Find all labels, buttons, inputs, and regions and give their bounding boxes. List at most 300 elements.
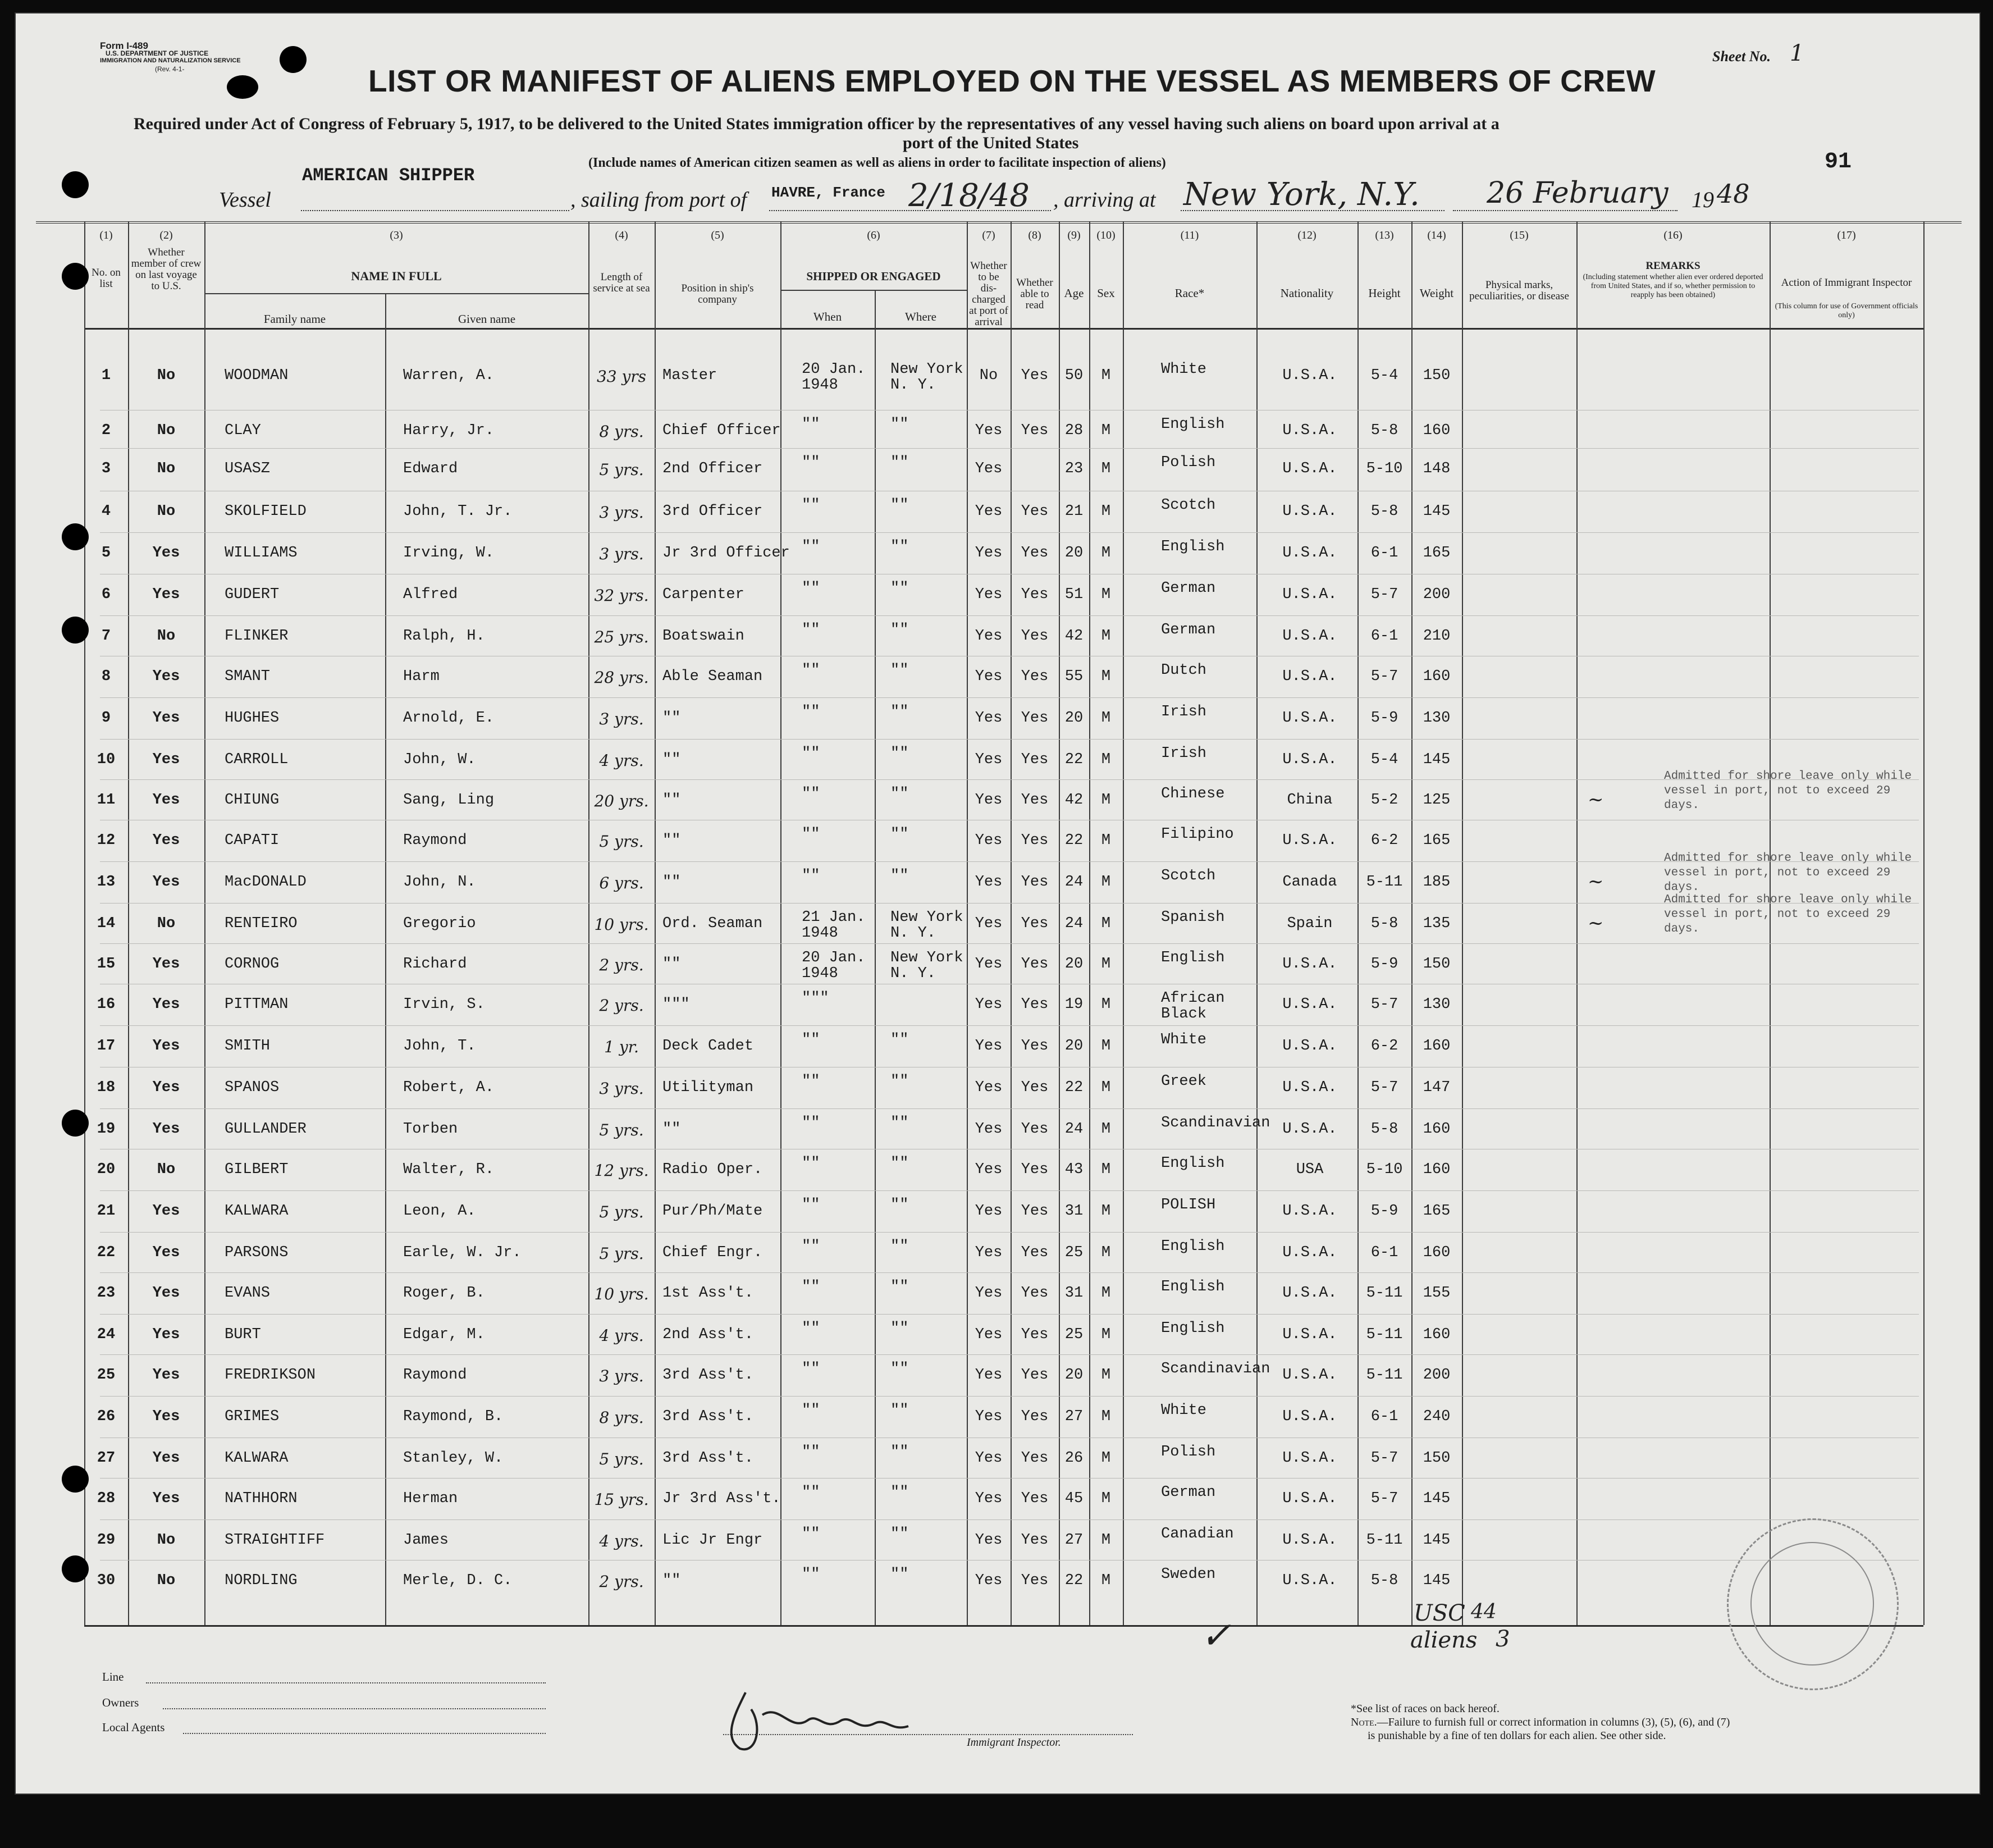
cell-member: Yes: [152, 874, 180, 891]
cell-where: "": [890, 868, 909, 884]
cell-given: Alfred: [403, 586, 458, 603]
cell-service: 10 yrs.: [594, 1285, 649, 1303]
cell-race: White: [1161, 361, 1207, 378]
cell-position: 1st Ass't.: [662, 1285, 754, 1302]
cell-service: 1 yr.: [604, 1038, 639, 1056]
cell-no: 29: [97, 1532, 116, 1549]
cell-weight: 150: [1423, 367, 1451, 384]
cell-height: 5-7: [1370, 1490, 1398, 1507]
cell-family: FREDRIKSON: [225, 1367, 316, 1384]
cell-service: 6 yrs.: [599, 874, 644, 892]
cell-given: James: [403, 1532, 449, 1549]
row-divider: [100, 697, 1919, 698]
punch-hole: [62, 263, 89, 290]
cell-height: 5-2: [1370, 792, 1398, 809]
cell-nationality: U.S.A.: [1282, 1532, 1337, 1549]
cell-member: Yes: [152, 1203, 180, 1220]
cell-weight: 165: [1423, 832, 1451, 849]
footer-owners-label: Owners: [102, 1696, 139, 1709]
cell-discharged: Yes: [975, 1450, 1003, 1467]
cell-race: English: [1161, 950, 1225, 966]
row-divider: [100, 1108, 1919, 1109]
cell-when: "": [802, 1032, 820, 1048]
cell-position: "": [662, 832, 681, 849]
cell-no: 19: [97, 1121, 116, 1138]
cell-nationality: U.S.A.: [1282, 1367, 1337, 1384]
cell-race: Polish: [1161, 454, 1216, 471]
cell-race: German: [1161, 622, 1216, 638]
cell-sex: M: [1101, 710, 1111, 727]
cell-service: 25 yrs.: [594, 628, 649, 646]
col-border: [1923, 221, 1925, 1625]
cell-family: KALWARA: [225, 1450, 289, 1467]
col-num: (1): [99, 229, 113, 241]
cell-weight: 145: [1423, 751, 1451, 768]
cell-service: 3 yrs.: [599, 503, 644, 522]
cell-given: Walter, R.: [403, 1161, 495, 1178]
year-prefix: 19: [1692, 187, 1714, 212]
aliens-count: 3: [1496, 1626, 1510, 1652]
header-when: When: [813, 310, 842, 323]
cell-read: Yes: [1021, 422, 1049, 439]
cell-age: 19: [1064, 996, 1084, 1013]
cell-when: "": [802, 826, 820, 843]
cell-discharged: Yes: [975, 956, 1003, 973]
cell-when: "": [802, 1361, 820, 1377]
port-name: HAVRE, France: [771, 184, 885, 201]
cell-age: 42: [1064, 792, 1084, 809]
cell-family: SMITH: [225, 1038, 271, 1055]
cell-when: "": [802, 416, 820, 433]
col-num: (13): [1375, 229, 1394, 241]
cell-no: 2: [101, 422, 111, 439]
cell-read: Yes: [1021, 668, 1049, 685]
cell-sex: M: [1101, 1326, 1111, 1343]
cell-sex: M: [1101, 915, 1111, 932]
cell-where: "": [890, 1032, 909, 1048]
row-divider: [100, 1396, 1919, 1397]
cell-race: Scandinavian: [1161, 1115, 1270, 1131]
cell-position: "": [662, 874, 681, 891]
cell-service: 5 yrs.: [599, 460, 644, 479]
cell-no: 11: [97, 792, 116, 809]
cell-nationality: U.S.A.: [1282, 1079, 1337, 1096]
arriving-label: , arriving at: [1053, 188, 1156, 212]
col-border: [655, 221, 656, 1625]
cell-discharged: Yes: [975, 915, 1003, 932]
cell-weight: 160: [1423, 1326, 1451, 1343]
cell-no: 17: [97, 1038, 116, 1055]
header-weight: Weight: [1419, 286, 1454, 300]
cell-service: 12 yrs.: [594, 1161, 649, 1180]
cell-no: 13: [97, 874, 116, 891]
cell-race: Irish: [1161, 745, 1207, 762]
cell-nationality: U.S.A.: [1282, 1572, 1337, 1589]
cell-race: Irish: [1161, 704, 1207, 720]
cell-nationality: U.S.A.: [1282, 668, 1337, 685]
cell-no: 15: [97, 956, 116, 973]
header-age: Age: [1064, 286, 1084, 300]
cell-weight: 165: [1423, 1203, 1451, 1220]
cell-member: Yes: [152, 668, 180, 685]
cell-when: "": [802, 1279, 820, 1295]
cell-remarks: Admitted for shore leave only while vessel in port, not to exceed 29 days.: [1664, 893, 1912, 936]
punch-hole: [62, 1110, 89, 1137]
cell-family: EVANS: [225, 1285, 271, 1302]
cell-sex: M: [1101, 792, 1111, 809]
row-divider: [100, 739, 1919, 740]
cell-remarks: Admitted for shore leave only while vessel in port, not to exceed 29 days.: [1664, 852, 1912, 894]
cell-weight: 200: [1423, 586, 1451, 603]
cell-height: 5-10: [1366, 460, 1403, 477]
cell-age: 28: [1064, 422, 1084, 439]
cell-weight: 150: [1423, 1450, 1451, 1467]
cell-read: Yes: [1021, 874, 1049, 891]
cell-family: BURT: [225, 1326, 261, 1343]
cell-read: Yes: [1021, 996, 1049, 1013]
cell-discharged: Yes: [975, 545, 1003, 562]
cell-height: 5-8: [1370, 503, 1398, 520]
cell-nationality: U.S.A.: [1282, 586, 1337, 603]
cell-where: "": [890, 1566, 909, 1583]
row-divider: [100, 943, 1919, 944]
cell-given: Earle, W. Jr.: [403, 1244, 522, 1261]
cell-given: Arnold, E.: [403, 710, 495, 727]
agency-line1: U.S. DEPARTMENT OF JUSTICE: [106, 49, 209, 57]
cell-service: 5 yrs.: [599, 832, 644, 851]
cell-discharged: Yes: [975, 668, 1003, 685]
col-num: (17): [1837, 229, 1856, 241]
cell-race: German: [1161, 1484, 1216, 1501]
row-divider: [100, 615, 1919, 616]
cell-no: 5: [101, 545, 111, 562]
cell-height: 5-7: [1370, 1079, 1398, 1096]
header-shipped-engaged: SHIPPED OR ENGAGED: [806, 270, 941, 283]
row-divider: [100, 779, 1919, 780]
port-field-line: [769, 210, 1051, 211]
cell-where: "": [890, 1444, 909, 1461]
cell-age: 31: [1064, 1203, 1084, 1220]
cell-race: Spanish: [1161, 909, 1225, 926]
cell-when: "": [802, 1073, 820, 1090]
cell-weight: 210: [1423, 628, 1451, 645]
cell-nationality: U.S.A.: [1282, 1285, 1337, 1302]
cell-member: Yes: [152, 1367, 180, 1384]
cell-position: Utilityman: [662, 1079, 754, 1096]
cell-age: 24: [1064, 874, 1084, 891]
cell-race: Canadian: [1161, 1526, 1234, 1543]
col-num: (6): [867, 229, 880, 241]
cell-given: Roger, B.: [403, 1285, 485, 1302]
cell-position: Jr 3rd Ass't.: [662, 1490, 781, 1507]
cell-service: 5 yrs.: [599, 1450, 644, 1468]
cell-when: "": [802, 662, 820, 679]
cell-position: """: [662, 996, 690, 1013]
usc-count: 44: [1471, 1600, 1497, 1623]
cell-discharged: Yes: [975, 460, 1003, 477]
punch-hole: [62, 1555, 89, 1582]
cell-where: "": [890, 1402, 909, 1419]
cell-given: Irving, W.: [403, 545, 495, 562]
footer-agents-label: Local Agents: [102, 1721, 165, 1734]
cell-family: CARROLL: [225, 751, 289, 768]
cell-discharged: Yes: [975, 1490, 1003, 1507]
cell-age: 23: [1064, 460, 1084, 477]
row-divider: [100, 1232, 1919, 1233]
row-divider: [100, 861, 1919, 862]
cell-weight: 130: [1423, 710, 1451, 727]
cell-sex: M: [1101, 1079, 1111, 1096]
cell-age: 50: [1064, 367, 1084, 384]
cell-height: 5-9: [1370, 1203, 1398, 1220]
cell-sex: M: [1101, 1532, 1111, 1549]
cell-sex: M: [1101, 1038, 1111, 1055]
cell-no: 22: [97, 1244, 116, 1261]
cell-service: 8 yrs.: [599, 422, 644, 441]
row-divider: [100, 1190, 1919, 1191]
cell-member: No: [157, 1161, 176, 1178]
cell-nationality: U.S.A.: [1282, 422, 1337, 439]
cell-read: Yes: [1021, 1038, 1049, 1055]
cell-weight: 130: [1423, 996, 1451, 1013]
cell-sex: M: [1101, 874, 1111, 891]
header-action-note: (This column for use of Government officials only): [1775, 302, 1918, 320]
cell-family: PITTMAN: [225, 996, 289, 1013]
cell-member: Yes: [152, 1121, 180, 1138]
usc-label: USC: [1414, 1600, 1465, 1626]
cell-member: No: [157, 367, 176, 384]
cell-age: 27: [1064, 1408, 1084, 1425]
cell-read: Yes: [1021, 1450, 1049, 1467]
cell-discharged: Yes: [975, 1532, 1003, 1549]
cell-when: "": [802, 1115, 820, 1131]
cell-no: 16: [97, 996, 116, 1013]
cell-read: Yes: [1021, 832, 1049, 849]
row-divider: [100, 1478, 1919, 1479]
punch-hole: [62, 171, 89, 198]
col-border: [204, 221, 205, 1625]
cell-age: 43: [1064, 1161, 1084, 1178]
cell-discharged: Yes: [975, 1161, 1003, 1178]
cell-service: 32 yrs.: [594, 586, 649, 605]
cell-family: SPANOS: [225, 1079, 280, 1096]
cell-weight: 160: [1423, 1038, 1451, 1055]
header-length-service: Length of service at sea: [593, 271, 650, 294]
cell-position: 3rd Officer: [662, 503, 763, 520]
cell-sex: M: [1101, 367, 1111, 384]
cell-position: Jr 3rd Officer: [662, 545, 790, 562]
cell-family: CAPATI: [225, 832, 280, 849]
cell-when: "": [802, 539, 820, 555]
note-line1: [1351, 1716, 1730, 1729]
cell-family: PARSONS: [225, 1244, 289, 1261]
cell-no: 20: [97, 1161, 116, 1178]
cell-service: 3 yrs.: [599, 710, 644, 728]
cell-race: English: [1161, 1155, 1225, 1172]
header-physical-marks: Physical marks, peculiarities, or disease: [1469, 279, 1569, 302]
cell-member: Yes: [152, 792, 180, 809]
ink-blot: [227, 75, 258, 99]
cell-when: """: [802, 990, 829, 1007]
table-top-rule: [36, 221, 1962, 223]
cell-member: No: [157, 1532, 176, 1549]
inspector-field: [723, 1734, 1133, 1735]
cell-weight: 145: [1423, 1490, 1451, 1507]
cell-read: Yes: [1021, 1079, 1049, 1096]
cell-nationality: Canada: [1282, 874, 1337, 891]
cell-read: Yes: [1021, 1244, 1049, 1261]
cell-where: "": [890, 1484, 909, 1501]
cell-discharged: Yes: [975, 1367, 1003, 1384]
cell-height: 6-2: [1370, 832, 1398, 849]
cell-nationality: U.S.A.: [1282, 1326, 1337, 1343]
cell-when: "": [802, 622, 820, 638]
cell-weight: 200: [1423, 1367, 1451, 1384]
header-action: Action of Immigrant Inspector: [1781, 277, 1912, 289]
cell-where: New York N. Y.: [890, 361, 963, 394]
cell-service: 3 yrs.: [599, 545, 644, 563]
cell-read: Yes: [1021, 1490, 1049, 1507]
cell-position: "": [662, 751, 681, 768]
cell-race: English: [1161, 1320, 1225, 1337]
cell-where: "": [890, 497, 909, 514]
cell-family: USASZ: [225, 460, 271, 477]
shipped-subheader-rule: [780, 290, 967, 291]
cell-no: 7: [101, 628, 111, 645]
cell-member: Yes: [152, 545, 180, 562]
col-num: (15): [1510, 229, 1529, 241]
cell-position: Radio Oper.: [662, 1161, 763, 1178]
row-divider: [100, 1025, 1919, 1026]
note-text1: —Failure to furnish full or correct information in columns (3), (5), (6), and (7): [1377, 1716, 1730, 1728]
cell-weight: 185: [1423, 874, 1451, 891]
cell-no: 28: [97, 1490, 116, 1507]
cell-when: "": [802, 1484, 820, 1501]
cell-age: 42: [1064, 628, 1084, 645]
form-number: Form I-489: [100, 40, 148, 51]
cell-read: Yes: [1021, 586, 1049, 603]
col-num: (7): [982, 229, 995, 241]
cell-service: 4 yrs.: [599, 1532, 644, 1550]
cell-weight: 160: [1423, 1244, 1451, 1261]
cell-discharged: Yes: [975, 1572, 1003, 1589]
header-position: Position in ship's company: [681, 282, 754, 305]
cell-read: Yes: [1021, 1161, 1049, 1178]
header-remarks-note: (Including statement whether alien ever ordered deported from United States, and if so, whether permission to reapply has been obtained): [1583, 273, 1763, 299]
cell-position: "": [662, 792, 681, 809]
cell-service: 4 yrs.: [599, 1326, 644, 1345]
cell-nationality: U.S.A.: [1282, 1244, 1337, 1261]
cell-discharged: Yes: [975, 503, 1003, 520]
cell-when: "": [802, 786, 820, 802]
col-border: [385, 293, 386, 1625]
cell-nationality: U.S.A.: [1282, 710, 1337, 727]
cell-family: GULLANDER: [225, 1121, 307, 1138]
cell-sex: M: [1101, 1490, 1111, 1507]
cell-sex: M: [1101, 1408, 1111, 1425]
cell-no: 4: [101, 503, 111, 520]
cell-height: 6-2: [1370, 1038, 1398, 1055]
cell-no: 21: [97, 1203, 116, 1220]
cell-member: No: [157, 1572, 176, 1589]
cell-given: Sang, Ling: [403, 792, 495, 809]
cell-age: 24: [1064, 915, 1084, 932]
arriving-port: New York, N.Y.: [1183, 176, 1420, 213]
sheet-label: Sheet No.: [1712, 48, 1771, 65]
cell-where: "": [890, 745, 909, 762]
cell-race: Filipino: [1161, 826, 1234, 843]
cell-weight: 155: [1423, 1285, 1451, 1302]
cell-race: Polish: [1161, 1444, 1216, 1461]
cell-family: CORNOG: [225, 956, 280, 973]
cell-when: "": [802, 1444, 820, 1461]
cell-discharged: Yes: [975, 751, 1003, 768]
cell-height: 5-10: [1366, 1161, 1403, 1178]
cell-service: 10 yrs.: [594, 915, 649, 934]
cell-family: CLAY: [225, 422, 261, 439]
cell-weight: 147: [1423, 1079, 1451, 1096]
cell-read: Yes: [1021, 792, 1049, 809]
cell-no: 26: [97, 1408, 116, 1425]
cell-age: 20: [1064, 545, 1084, 562]
cell-given: Merle, D. C.: [403, 1572, 513, 1589]
cell-when: "": [802, 580, 820, 597]
cell-age: 22: [1064, 751, 1084, 768]
cell-service: 20 yrs.: [594, 792, 649, 810]
cell-member: Yes: [152, 1450, 180, 1467]
cell-sex: M: [1101, 460, 1111, 477]
cell-weight: 165: [1423, 545, 1451, 562]
cell-when: 20 Jan. 1948: [802, 361, 866, 394]
cell-nationality: U.S.A.: [1282, 1450, 1337, 1467]
cell-given: Edward: [403, 460, 458, 477]
cell-discharged: Yes: [975, 1408, 1003, 1425]
cell-family: WOODMAN: [225, 367, 289, 384]
cell-given: Herman: [403, 1490, 458, 1507]
cell-where: New York N. Y.: [890, 909, 963, 942]
cell-read: Yes: [1021, 545, 1049, 562]
sheet-number: 1: [1790, 40, 1804, 66]
cell-when: "": [802, 1238, 820, 1255]
row-divider: [100, 448, 1919, 449]
cell-nationality: U.S.A.: [1282, 460, 1337, 477]
col-border: [1256, 221, 1258, 1625]
col-num: (8): [1028, 229, 1041, 241]
cell-where: "": [890, 1361, 909, 1377]
cell-position: "": [662, 956, 681, 973]
cell-family: STRAIGHTIFF: [225, 1532, 325, 1549]
header-name-in-full: NAME IN FULL: [351, 269, 442, 283]
cell-height: 5-11: [1366, 874, 1403, 891]
cell-age: 25: [1064, 1244, 1084, 1261]
cell-height: 5-7: [1370, 1450, 1398, 1467]
cell-given: Robert, A.: [403, 1079, 495, 1096]
cell-nationality: U.S.A.: [1282, 1408, 1337, 1425]
col-border: [1576, 221, 1578, 1625]
cell-position: "": [662, 1572, 681, 1589]
cell-race: English: [1161, 1279, 1225, 1295]
cell-age: 22: [1064, 1572, 1084, 1589]
name-subheader-rule: [204, 293, 588, 294]
cell-age: 55: [1064, 668, 1084, 685]
cell-discharged: Yes: [975, 1038, 1003, 1055]
cell-when: 20 Jan. 1948: [802, 950, 866, 982]
cell-where: "": [890, 1526, 909, 1543]
cell-weight: 160: [1423, 668, 1451, 685]
cell-weight: 125: [1423, 792, 1451, 809]
header-discharged: Whether to be dis-charged at port of arrival: [969, 260, 1008, 328]
cell-member: No: [157, 460, 176, 477]
